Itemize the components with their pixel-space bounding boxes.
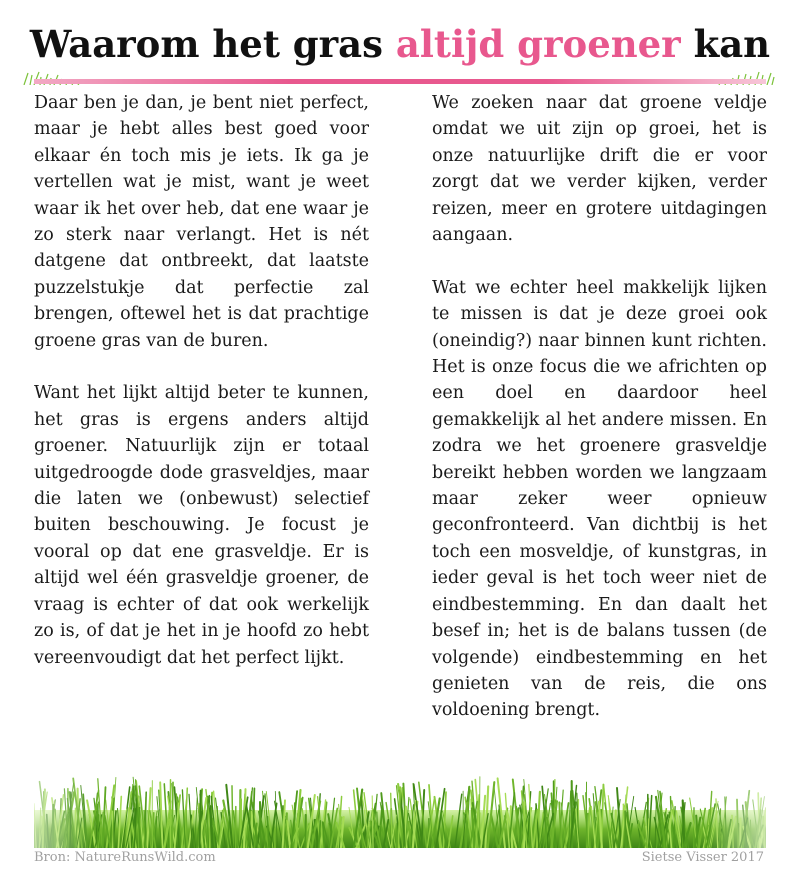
paragraph: Want het lijkt altijd beter te kunnen, het gras is ergens anders altijd groener. Natuurlijk zijn er totaal uitgedroogde dode grasveldjes, maar die laten we (onbewust) selectief buiten beschouwing. Je focust je vooral op dat ene grasveldje. Er is altijd wel één grasveldje groener, de vraag is echter of dat ook werkelijk zo is, of dat je het in je hoofd zo hebt vereenvoudigt dat het perfect lijkt. [34,383,369,668]
author-credit: Sietse Visser 2017 [641,850,764,865]
title-accent: altijd groener [395,22,681,66]
text-column-left [34,90,369,671]
text-column-right [432,90,767,724]
paragraph: Daar ben je dan, je bent niet perfect, maar je hebt alles best goed voor elkaar én toch mis je iets. Ik ga je vertellen wat je mist, want je weet waar ik het over heb, dat ene waar je zo sterk naar verlangt. Het is nét datgene dat ontbreekt, dat laatste puzzelstukje dat perfectie zal brengen, oftewel het is dat prachtige groene gras van de buren. [34,93,369,351]
source-credit: Bron: NatureRunsWild.com [34,850,216,865]
grass-illustration [34,770,766,848]
page-title [0,22,800,66]
title-underline [34,79,766,84]
title-part-1: Waarom het gras [29,22,396,66]
title-part-2: kan [680,22,771,66]
paragraph: Wat we echter heel makkelijk lijken te missen is dat je deze groei ook (oneindig?) naar binnen kunt richten. Het is onze focus die we africhten op een doel en daardoor heel gemakkelijk al het andere missen. En zodra we het groenere grasveldje bereikt hebben worden we langzaam maar zeker weer opnieuw geconfronteerd. Van dichtbij is het toch een mosveldje, of kunstgras, in ieder geval is het toch weer niet de eindbestemming. En dan daalt het besef in; het is de balans tussen (de volgende) eindbestemming en het genieten van de reis, die ons voldoening brengt. [432,277,767,721]
paragraph: We zoeken naar dat groene veldje omdat we uit zijn op groei, het is onze natuurlijke drift die er voor zorgt dat we verder kijken, verder reizen, meer en grotere uitdagingen aangaan. [432,93,767,246]
